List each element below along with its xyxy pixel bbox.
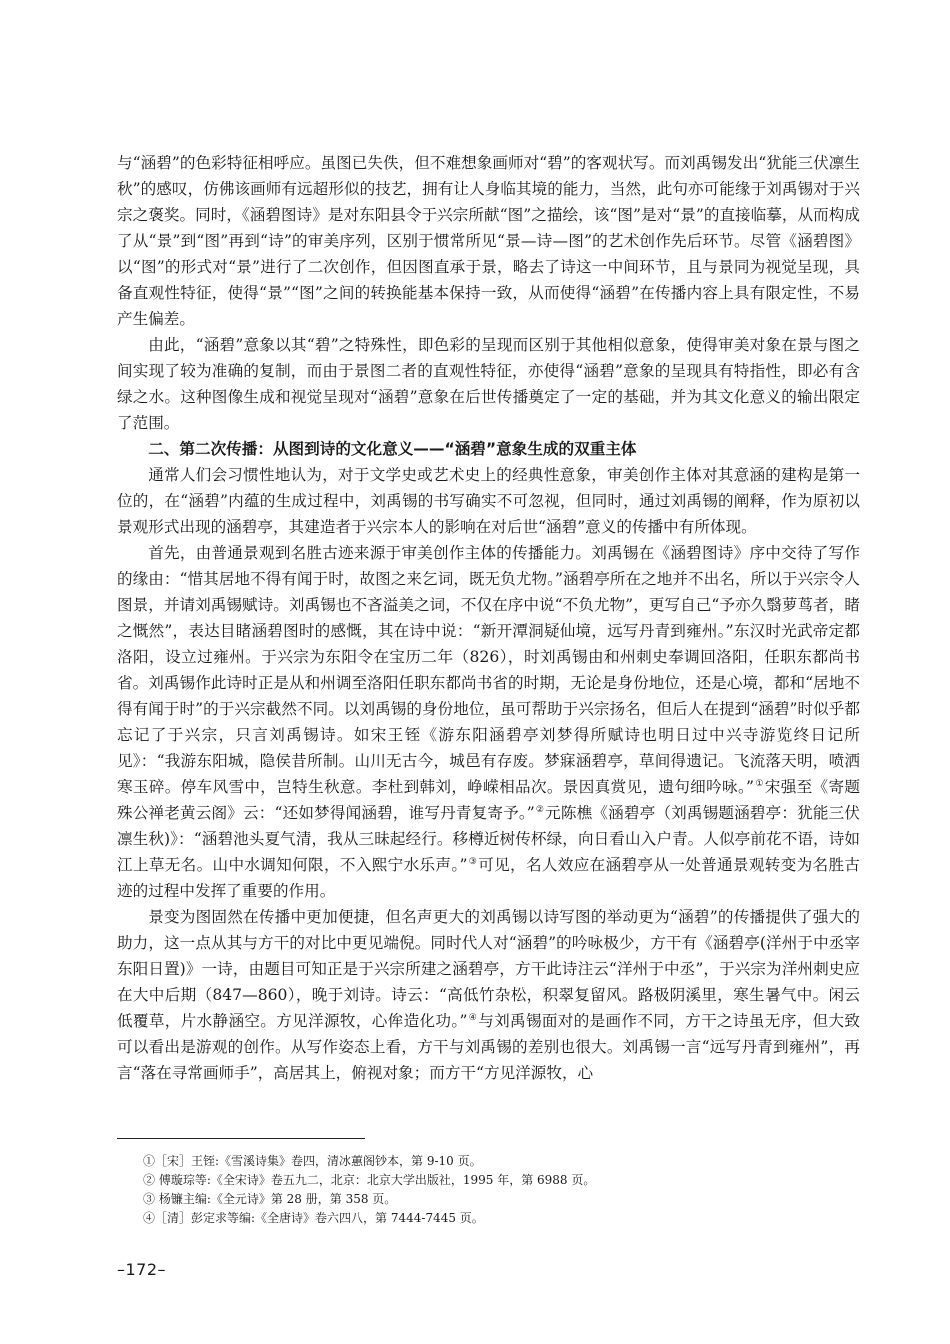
footnote-divider bbox=[117, 1138, 365, 1139]
footnote-ref-3[interactable]: ③ bbox=[468, 857, 478, 867]
body-paragraph-3: 通常人们会习惯性地认为，对于文学史或艺术史上的经典性意象，审美创作主体对其意涵的建构是第一位的，在“涵碧”内蕴的生成过程中，刘禹锡的书写确实不可忽视，但同时，通过刘禹锡的阐释，作为原初以景观形式出现的涵碧亭，其建造者于兴宗本人的影响在对后世“涵碧”意义的传播中有所体现。 bbox=[117, 466, 860, 536]
footnote-4: ④［清］彭定求等编:《全唐诗》卷六四八，第 7444-7445 页。 bbox=[143, 1211, 484, 1225]
section-heading: 二、第二次传播：从图到诗的文化意义——“涵碧”意象生成的双重主体 bbox=[148, 440, 637, 458]
body-paragraph-5 bbox=[117, 904, 860, 1086]
footnotes bbox=[143, 1152, 843, 1228]
paragraph-5-text-b: 与刘禹锡面对的是画作不同，方干之诗虽无序，但大致可以看出是游观的创作。从写作姿态上看，方干与刘禹锡的差别也很大。刘禹锡一言“远写丹青到雍州”，再言“落在寻常画师手”，高居其上，俯视对象；而方干“方见洋源牧，心 bbox=[117, 1012, 860, 1082]
paragraph-4-text-a: 首先，由普通景观到名胜古迹来源于审美创作主体的传播能力。刘禹锡在《涵碧图诗》序中交待了写作的缘由：“惜其居地不得有闻于时，故图之来乞词，既无负尤物。”涵碧亭所在之地并不出名，所以于兴宗令人图景，并请刘禹锡赋诗。刘禹锡也不吝溢美之词，不仅在序中说“不负尤物”，更写自己“予亦久翳萝茑者，睹之慨然”，表达目睹涵碧图时的感慨，其在诗中说：“新开潭洞疑仙境，远写丹青到雍州。”东汉时光武帝定都洛阳，设立过雍州。于兴宗为东阳令在宝历二年（826），时刘禹锡由和州刺史奉调回洛阳，任职东都尚书省。刘禹锡作此诗时正是从和州调至洛阳任职东都尚书省的时期，无论是身份地位，还是心境，都和“居地不得有闻于时”的于兴宗截然不同。以刘禹锡的身份地位，虽可帮助于兴宗扬名，但后人在提到“涵碧”时似乎都忘记了于兴宗，只言刘禹锡诗。如宋王铚《游东阳涵碧亭刘梦得所赋诗也明日过中兴寺游览终日记所见》：“我游东阳城，隐侯昔所制。山川无古今，城邑有存废。梦寐涵碧亭，草间得遗记。飞流落天明，喷洒寒玉碎。停车风雪中，岂特生秋意。李杜到韩刘，峥嵘相品次。景因真赏见，遗句细吟咏。” bbox=[117, 544, 860, 796]
footnote-ref-2[interactable]: ② bbox=[535, 805, 545, 815]
footnote-ref-1[interactable]: ① bbox=[755, 779, 764, 789]
paragraph-4-text-b: 宋强至《寄题殊公禅老黄云阁》云：“还如梦得闻涵碧，谁写丹青复寄予。” bbox=[117, 778, 860, 822]
body-paragraph-1: 与“涵碧”的色彩特征相呼应。虽图已失佚，但不难想象画师对“碧”的客观状写。而刘禹锡发出“犹能三伏凛生秋”的感叹，仿佛该画师有远超形似的技艺，拥有让人身临其境的能力，当然，此句亦可能缘于刘禹锡对于兴宗之褒奖。同时，《涵碧图诗》是对东阳县令于兴宗所献“图”之描绘，该“图”是对“景”的直接临摹，从而构成了从“景”到“图”再到“诗”的审美序列，区别于惯常所见“景—诗—图”的艺术创作先后环节。尽管《涵碧图》以“图”的形式对“景”进行了二次创作，但因图直承于景，略去了诗这一中间环节，且与景同为视觉呈现，具备直观性特征，使得“景”“图”之间的转换能基本保持一致，从而使得“涵碧”在传播内容上具有限定性，不易产生偏差。 bbox=[117, 154, 860, 328]
body-paragraph-4 bbox=[117, 540, 860, 904]
footnote-ref-4[interactable]: ④ bbox=[468, 1013, 478, 1023]
page-body bbox=[117, 150, 860, 1086]
footnote-3: ③ 杨镰主编:《全元诗》第 28 册，第 358 页。 bbox=[143, 1192, 397, 1206]
body-paragraph-2: 由此，“涵碧”意象以其“碧”之特殊性，即色彩的呈现而区别于其他相似意象，使得审美对象在景与图之间实现了较为准确的复制，而由于景图二者的直观性特征，亦使得“涵碧”意象的呈现具有特指性，即必有含绿之水。这种图像生成和视觉呈现对“涵碧”意象在后世传播奠定了一定的基础，并为其文化意义的输出限定了范围。 bbox=[117, 336, 860, 432]
paragraph-4-text-c: 元陈樵《涵碧亭（刘禹锡题涵碧亭：犹能三伏凛生秋)》：“涵碧池头夏气清，我从三昧起经行。移樽近树传杯绿，向日看山入户青。人似亭前花不语，诗如江上草无名。山中水调知何限，不入熙宁水乐声。” bbox=[117, 804, 860, 874]
footnote-2: ② 傅璇琮等:《全宋诗》卷五九二，北京：北京大学出版社，1995 年，第 6988 页。 bbox=[143, 1173, 596, 1187]
page-number: –172– bbox=[117, 1260, 167, 1279]
paragraph-4-text-d: 可见，名人效应在涵碧亭从一处普通景观转变为名胜古迹的过程中发挥了重要的作用。 bbox=[117, 856, 860, 900]
paragraph-5-text-a: 景变为图固然在传播中更加便捷，但名声更大的刘禹锡以诗写图的举动更为“涵碧”的传播提供了强大的助力，这一点从其与方干的对比中更见端倪。同时代人对“涵碧”的吟咏极少，方干有《涵碧亭(洋州于中丞宰东阳日置)》一诗，由题目可知正是于兴宗所建之涵碧亭，方干此诗注云“洋州于中丞”，于兴宗为洋州刺史应在大中后期（847—860），晚于刘诗。诗云：“高低竹杂松，积翠复留风。路极阴溪里，寒生暑气中。闲云低覆草，片水静涵空。方见洋源牧，心侔造化功。” bbox=[117, 908, 860, 1030]
footnote-1: ①［宋］王铚:《雪溪诗集》卷四，清冰蕙阁钞本，第 9-10 页。 bbox=[143, 1154, 482, 1168]
